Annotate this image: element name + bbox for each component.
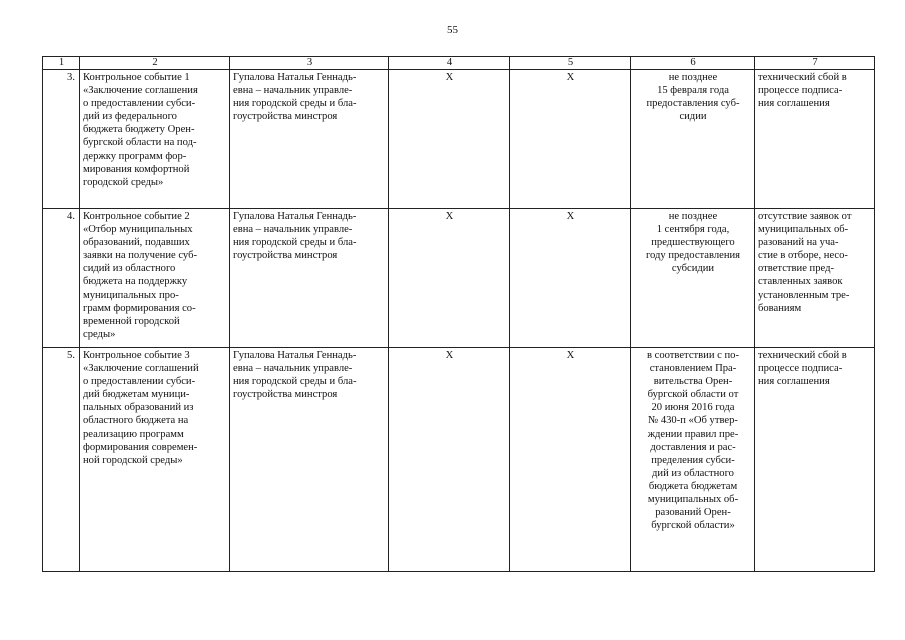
row-number: 3. [43, 70, 80, 209]
row-number: 4. [43, 209, 80, 348]
table-row [43, 209, 875, 348]
col5-mark: Х [510, 209, 631, 348]
control-event-text: Контрольное событие 3 «Заключение соглашений о предоставлении субси- дий бюджетам муници- пальных образований из областного бюджета на реализацию программ формирования современ- ной городской среды» [80, 348, 230, 572]
col5-mark: Х [510, 70, 631, 209]
header-col-4: 4 [389, 57, 510, 70]
risk-text: технический сбой в процессе подписа- ния соглашения [755, 348, 875, 572]
col5-mark: Х [510, 348, 631, 572]
deadline-text: в соответствии с по- становлением Пра- вительства Орен- бургской области от 20 июня 2016 года № 430-п «Об утвер- ждении правил пре- доставления и рас- пределения субси- дий из областного бюджета бюджетам муниципальных об- разований Орен- бургской области» [631, 348, 755, 572]
risk-text: технический сбой в процессе подписа- ния соглашения [755, 70, 875, 209]
control-events-table [42, 56, 875, 572]
page-number: 55 [447, 24, 458, 36]
deadline-text: не позднее 1 сентября года, предшествующего году предоставления субсидии [631, 209, 755, 348]
col4-mark: Х [389, 209, 510, 348]
header-col-2: 2 [80, 57, 230, 70]
header-col-5: 5 [510, 57, 631, 70]
col4-mark: Х [389, 70, 510, 209]
row-number: 5. [43, 348, 80, 572]
responsible-person: Гупалова Наталья Геннадь- евна – начальник управле- ния городской среды и бла- гоустройства минстроя [230, 348, 389, 572]
responsible-person: Гупалова Наталья Геннадь- евна – начальник управле- ния городской среды и бла- гоустройства минстроя [230, 70, 389, 209]
table-row [43, 348, 875, 572]
header-col-3: 3 [230, 57, 389, 70]
table-row [43, 70, 875, 209]
header-col-7: 7 [755, 57, 875, 70]
risk-text: отсутствие заявок от муниципальных об- разований на уча- стие в отборе, несо- ответствие пред- ставленных заявок установленным тре- бованиям [755, 209, 875, 348]
header-col-1: 1 [43, 57, 80, 70]
control-event-text: Контрольное событие 2 «Отбор муниципальных образований, подавших заявки на получение суб- сидий из областного бюджета на поддержку муниципальных про- грамм формирования со- временной городской среды» [80, 209, 230, 348]
header-col-6: 6 [631, 57, 755, 70]
col4-mark: Х [389, 348, 510, 572]
deadline-text: не позднее 15 февраля года предоставления суб- сидии [631, 70, 755, 209]
control-event-text: Контрольное событие 1 «Заключение соглашения о предоставлении субси- дий из федерального бюджета бюджету Орен- бургской области на под- держку программ фор- мирования комфортной городской среды» [80, 70, 230, 209]
responsible-person: Гупалова Наталья Геннадь- евна – начальник управле- ния городской среды и бла- гоустройства минстроя [230, 209, 389, 348]
header-row [43, 57, 875, 70]
